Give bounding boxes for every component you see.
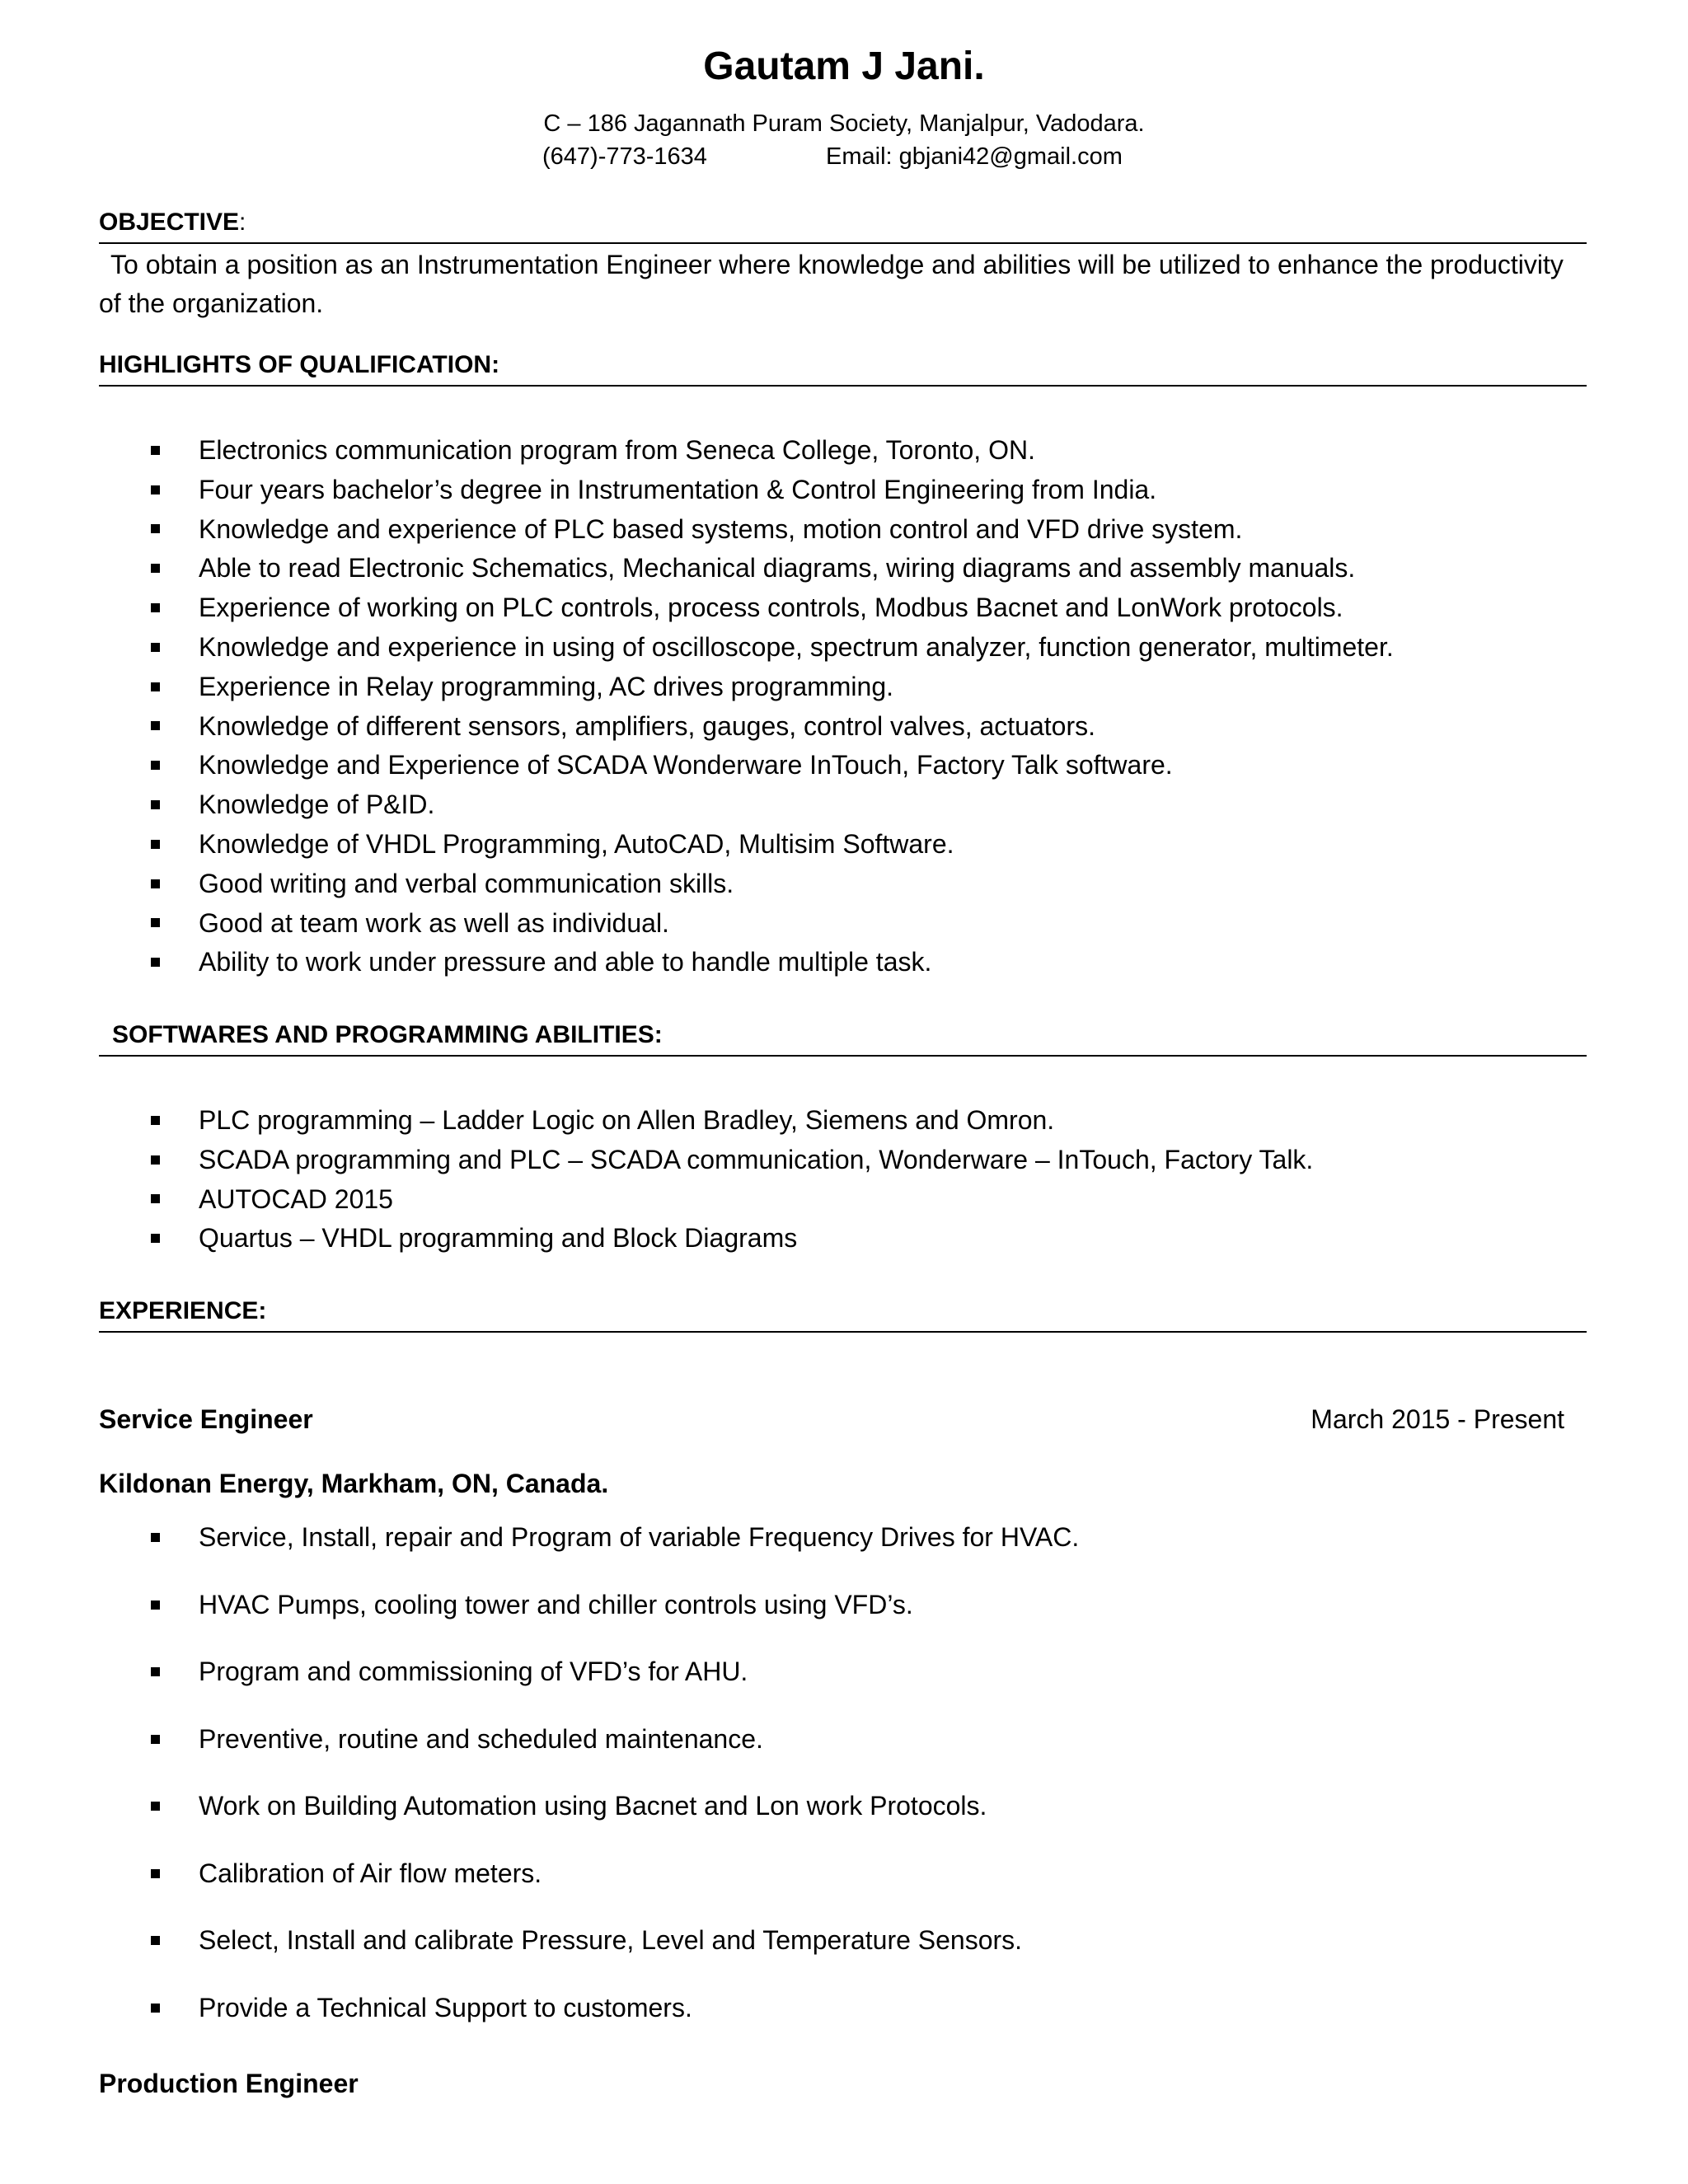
list-item-text: Knowledge and Experience of SCADA Wonderware InTouch, Factory Talk software. xyxy=(199,750,1173,780)
highlights-list xyxy=(0,431,1394,982)
bullet-square-icon xyxy=(151,721,160,730)
job-title: Production Engineer xyxy=(99,2069,359,2098)
list-item xyxy=(0,1180,1313,1220)
job-dates: March 2015 - Present xyxy=(1311,1404,1564,1434)
company-name: Kildonan Energy, Markham, ON, Canada. xyxy=(99,1469,609,1498)
candidate-name: Gautam J Jani. xyxy=(703,45,985,88)
list-item xyxy=(0,628,1394,668)
bullet-square-icon xyxy=(151,643,160,652)
bullet-square-icon xyxy=(151,1735,160,1744)
list-item xyxy=(0,1921,1079,1989)
list-item-text: Knowledge of P&ID. xyxy=(199,790,435,820)
software-heading: SOFTWARES AND PROGRAMMING ABILITIES: xyxy=(99,1019,1587,1057)
list-item-text: SCADA programming and PLC – SCADA communication, Wonderware – InTouch, Factory Talk. xyxy=(199,1144,1314,1174)
list-item xyxy=(0,746,1394,785)
bullet-square-icon xyxy=(151,1194,160,1203)
highlights-heading: HIGHLIGHTS OF QUALIFICATION: xyxy=(99,349,1587,387)
list-item-text: PLC programming – Ladder Logic on Allen Bradley, Siemens and Omron. xyxy=(199,1105,1055,1135)
objective-heading-text: OBJECTIVE xyxy=(99,209,240,236)
bullet-square-icon xyxy=(151,485,160,494)
list-item xyxy=(0,1787,1079,1854)
bullet-square-icon xyxy=(151,1869,160,1878)
list-item xyxy=(0,1652,1079,1720)
list-item-text: Electronics communication program from Seneca College, Toronto, ON. xyxy=(199,435,1035,465)
bullet-square-icon xyxy=(151,879,160,888)
list-item xyxy=(0,588,1394,628)
list-item-text: Program and commissioning of VFD’s for AHU. xyxy=(199,1657,748,1686)
job-duties-list xyxy=(0,1518,1079,2055)
list-item xyxy=(0,1219,1313,1258)
list-item-text: Provide a Technical Support to customers. xyxy=(199,1992,692,2022)
bullet-square-icon xyxy=(151,446,160,455)
list-item xyxy=(0,1989,1079,2056)
bullet-square-icon xyxy=(151,1667,160,1676)
list-item-text: Ability to work under pressure and able to handle multiple task. xyxy=(199,947,932,977)
list-item-text: Four years bachelor’s degree in Instrumentation & Control Engineering from India. xyxy=(199,474,1157,504)
list-item xyxy=(0,510,1394,550)
list-item xyxy=(0,1101,1313,1141)
list-item-text: Good writing and verbal communication skills. xyxy=(199,868,734,898)
software-list xyxy=(0,1101,1313,1258)
list-item-text: Good at team work as well as individual. xyxy=(199,907,669,938)
list-item xyxy=(0,785,1394,825)
bullet-square-icon xyxy=(151,840,160,849)
bullet-square-icon xyxy=(151,564,160,573)
list-item xyxy=(0,471,1394,510)
bullet-square-icon xyxy=(151,682,160,691)
list-item-text: Able to read Electronic Schematics, Mechanical diagrams, wiring diagrams and assembly manuals. xyxy=(199,553,1356,583)
list-item-text: Quartus – VHDL programming and Block Diagrams xyxy=(199,1223,798,1254)
list-item xyxy=(0,1518,1079,1586)
job-title: Service Engineer xyxy=(99,1404,313,1434)
list-item-text: AUTOCAD 2015 xyxy=(199,1183,393,1214)
objective-heading-colon: : xyxy=(239,209,246,236)
objective-heading xyxy=(99,206,1587,244)
list-item xyxy=(0,1586,1079,1653)
address-line: C – 186 Jagannath Puram Society, Manjalpur, Vadodara. xyxy=(543,110,1145,137)
list-item xyxy=(0,707,1394,747)
bullet-square-icon xyxy=(151,524,160,533)
list-item-text: Service, Install, repair and Program of variable Frequency Drives for HVAC. xyxy=(199,1522,1080,1552)
email-address: Email: gbjani42@gmail.com xyxy=(826,143,1123,170)
list-item-text: Knowledge and experience of PLC based systems, motion control and VFD drive system. xyxy=(199,513,1243,544)
list-item-text: Select, Install and calibrate Pressure, Level and Temperature Sensors. xyxy=(199,1925,1023,1955)
list-item xyxy=(0,825,1394,865)
experience-heading: EXPERIENCE: xyxy=(99,1295,1587,1333)
list-item-text: HVAC Pumps, cooling tower and chiller controls using VFD’s. xyxy=(199,1589,913,1619)
list-item xyxy=(0,431,1394,471)
list-item-text: Knowledge and experience in using of oscilloscope, spectrum analyzer, function generator, multimeter. xyxy=(199,631,1394,662)
bullet-square-icon xyxy=(151,800,160,809)
list-item xyxy=(0,1141,1313,1180)
list-item-text: Knowledge of VHDL Programming, AutoCAD, Multisim Software. xyxy=(199,828,954,859)
bullet-square-icon xyxy=(151,603,160,612)
list-item xyxy=(0,865,1394,904)
list-item xyxy=(0,943,1394,982)
bullet-square-icon xyxy=(151,1601,160,1610)
list-item xyxy=(0,904,1394,944)
list-item-text: Experience of working on PLC controls, process controls, Modbus Bacnet and LonWork protocols. xyxy=(199,593,1343,623)
bullet-square-icon xyxy=(151,918,160,927)
bullet-square-icon xyxy=(151,1155,160,1165)
list-item-text: Knowledge of different sensors, amplifiers, gauges, control valves, actuators. xyxy=(199,710,1095,741)
bullet-square-icon xyxy=(151,958,160,967)
list-item-text: Work on Building Automation using Bacnet and Lon work Protocols. xyxy=(199,1791,987,1821)
list-item-text: Calibration of Air flow meters. xyxy=(199,1858,542,1888)
bullet-square-icon xyxy=(151,1533,160,1542)
bullet-square-icon xyxy=(151,761,160,770)
list-item xyxy=(0,1720,1079,1788)
bullet-square-icon xyxy=(151,1234,160,1243)
list-item xyxy=(0,668,1394,707)
objective-text: To obtain a position as an Instrumentation Engineer where knowledge and abilities will be utilized to enhance the productivity of the organization. xyxy=(99,250,1564,318)
list-item-text: Preventive, routine and scheduled maintenance. xyxy=(199,1723,763,1754)
list-item-text: Experience in Relay programming, AC drives programming. xyxy=(199,671,894,701)
phone-number: (647)-773-1634 xyxy=(542,143,707,170)
bullet-square-icon xyxy=(151,1936,160,1945)
bullet-square-icon xyxy=(151,1116,160,1125)
bullet-square-icon xyxy=(151,2004,160,2013)
list-item xyxy=(0,549,1394,588)
bullet-square-icon xyxy=(151,1802,160,1811)
list-item xyxy=(0,1854,1079,1922)
